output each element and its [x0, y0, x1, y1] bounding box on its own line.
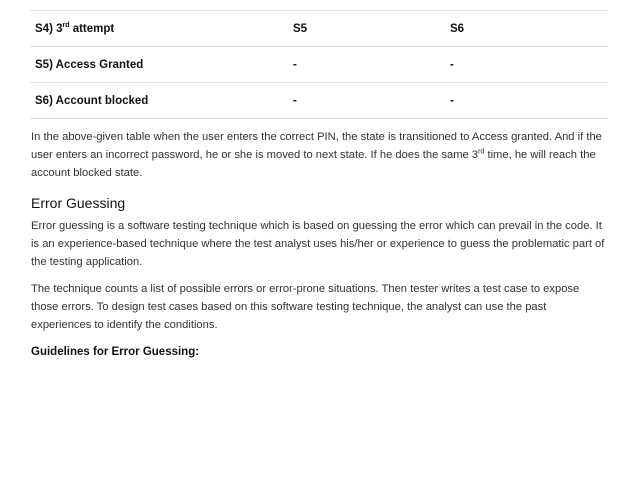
- paragraph-table-explanation: [31, 128, 609, 182]
- article-content: [31, 128, 609, 358]
- table-cell: S6: [445, 11, 608, 47]
- table-row: [30, 11, 608, 47]
- section-heading: Error Guessing: [31, 195, 126, 211]
- table-cell: -: [445, 83, 608, 119]
- table-cell-state: [30, 11, 288, 47]
- state-label-tail: attempt: [69, 22, 115, 35]
- ordinal-suffix: rd: [478, 148, 485, 156]
- paragraph-error-guessing: Error guessing is a software testing technique which is based on guessing the error which can prevail in the code. It is an experience-based technique where the test analyst uses his/her or experience to guess the problematic part of the testing application.: [31, 220, 605, 268]
- table-cell: -: [445, 47, 608, 83]
- state-label: S4) 3: [35, 22, 63, 35]
- table-row: [30, 47, 608, 83]
- table-cell: -: [288, 83, 445, 119]
- guidelines-heading: Guidelines for Error Guessing:: [31, 346, 200, 358]
- paragraph-technique: The technique counts a list of possible errors or error-prone situations. Then tester writes a test case to expose those errors. To design test cases based on this software testing technique, the analyst can use the past experiences to identify the conditions.: [31, 283, 580, 331]
- table-cell-state: S6) Account blocked: [30, 83, 288, 119]
- state-transition-table: [30, 10, 608, 119]
- table-row: [30, 83, 608, 119]
- paragraph-text: time, he will reach the account blocked state.: [31, 149, 596, 179]
- ordinal-suffix: rd: [62, 21, 70, 29]
- table-cell: -: [288, 47, 445, 83]
- table-cell: S5: [288, 11, 445, 47]
- paragraph-text: In the above-given table when the user enters the correct PIN, the state is transitioned to Access granted. And if the user enters an incorrect password, he or she is moved to next state. If he does the same 3: [31, 131, 602, 161]
- table-cell-state: S5) Access Granted: [30, 47, 288, 83]
